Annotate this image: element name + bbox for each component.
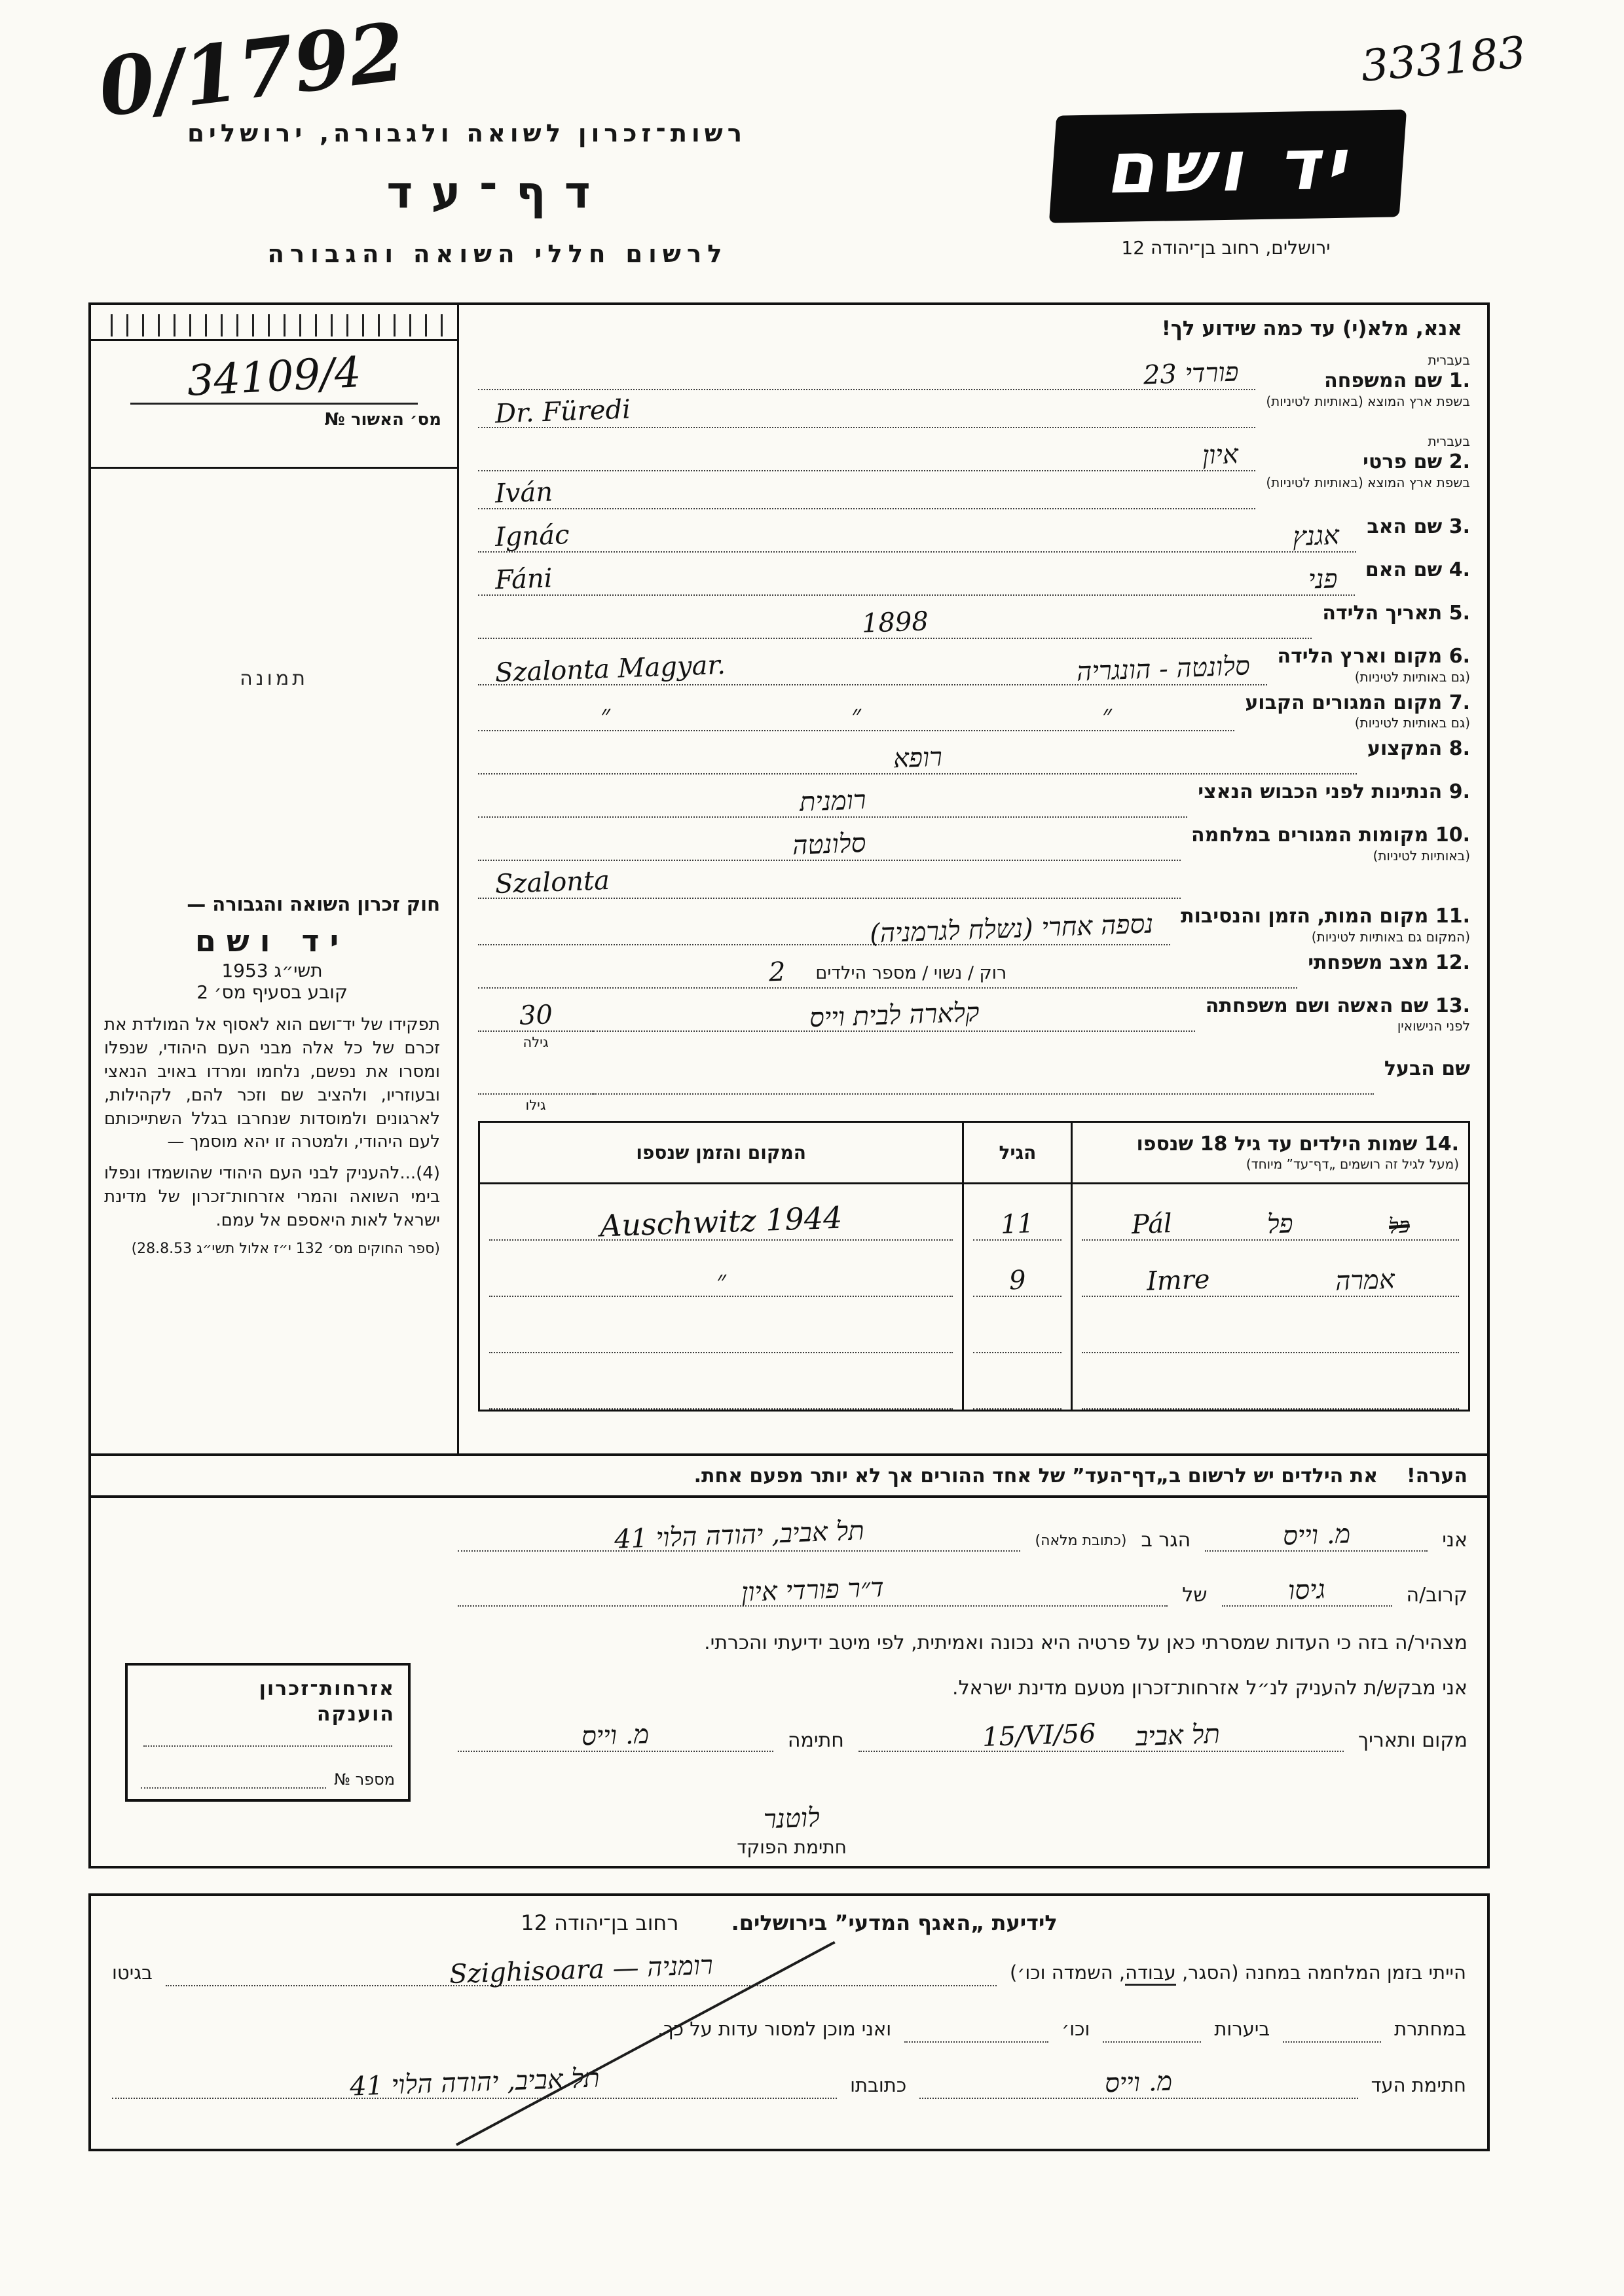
citizenship-number-label: מספר № (334, 1770, 395, 1789)
handwritten-birth-year: 1898 (861, 606, 929, 639)
children-row (480, 1241, 1468, 1297)
fill-line (489, 1307, 953, 1353)
handwritten-first-name-latin: Iván (494, 477, 553, 509)
fill-line (1082, 1251, 1459, 1297)
header-titles (187, 119, 747, 268)
field-family-name (478, 352, 1470, 428)
fill-line (478, 994, 593, 1032)
handwritten-date: 15/VI/56 (982, 1718, 1097, 1753)
field-number: 8. (1449, 737, 1470, 760)
handwritten-death-circumstances: נספה אחרי (נשלח לגרמניה) (869, 908, 1154, 949)
label-text: שמות הילדים עד גיל 18 שנספו (1136, 1132, 1418, 1156)
fill-line (458, 1516, 1020, 1555)
official-signature-label: חתימת הפוקד (737, 1836, 847, 1858)
husband-age-label: גילו (525, 1097, 546, 1113)
field-number: 10. (1435, 824, 1470, 847)
ditto-mark: ״ (600, 699, 611, 731)
resides-label: הגר ב (1141, 1529, 1191, 1552)
underground-label: במחתרת (1394, 2018, 1466, 2040)
forests-label: ביערות (1214, 2018, 1270, 2040)
witness-address-label: כתובתו (850, 2074, 907, 2096)
fill-line (143, 1732, 392, 1747)
handwritten-child-age: 11 (1000, 1208, 1035, 1240)
field-husband-name (478, 1057, 1470, 1114)
field-number: 9. (1449, 780, 1470, 803)
fields-column (461, 305, 1487, 1412)
field-profession (478, 737, 1470, 774)
field-number: 3. (1449, 515, 1470, 538)
label-text: מקום המות, הזמן והנסיבות (1181, 905, 1429, 928)
fill-line (478, 861, 1181, 899)
label-text: מקום וארץ הלידה (1277, 645, 1443, 668)
handwritten-relation: גיסו (1287, 1575, 1326, 1606)
relative-label: קרוב/ה (1406, 1584, 1467, 1607)
fill-line (478, 647, 1267, 688)
label-latin-note: בשפת ארץ המוצא (באותיות לטיניות) (1266, 474, 1470, 490)
fill-line (1222, 1575, 1392, 1607)
handwritten-first-name-hebrew: איון (1202, 439, 1240, 471)
law-name: יד ושם (194, 923, 350, 958)
fill-line (593, 994, 1195, 1032)
handwritten-family-name-hebrew: פורדי 23 (1142, 357, 1240, 391)
children-field-label-cell (1073, 1123, 1468, 1182)
field-number: 13. (1435, 994, 1470, 1017)
label-hebrew: בעברית (1428, 352, 1470, 368)
declarant-line (458, 1516, 1467, 1555)
signature-label: חתימה (787, 1729, 844, 1752)
label-text: המקצוע (1367, 737, 1443, 760)
handwritten-place: תל אביב (1134, 1719, 1221, 1753)
photo-label: תמונה (240, 666, 308, 690)
citizenship-request: אני מבקש/ת להעניק לנ״ל אזרחות־זכרון מטעם מדינת ישראל. (952, 1677, 1467, 1700)
fill-line (458, 1575, 1168, 1607)
form-title: דף־עד (386, 167, 609, 219)
main-form-box (88, 302, 1490, 1868)
field-number: 4. (1449, 558, 1470, 581)
official-signature-block (667, 1802, 916, 1858)
note-title: הערה! (1407, 1464, 1467, 1487)
field-number: 14. (1424, 1132, 1459, 1156)
field-number: 12. (1435, 951, 1470, 974)
fill-line (1103, 2011, 1201, 2043)
handwritten-mother-name-hebrew: פני (1308, 564, 1338, 595)
camp-label-underlined: עבודה (1125, 1961, 1176, 1986)
children-row-empty (480, 1353, 1468, 1410)
field-first-name-label (1255, 433, 1470, 509)
wife-age-label: גילה (523, 1034, 549, 1050)
field-marital-status (478, 951, 1470, 989)
yad-vashem-logo (1049, 109, 1407, 223)
label-text: שם האם (1365, 558, 1443, 581)
handwritten-father-name-hebrew: אגנץ (1292, 520, 1340, 553)
handwritten-wife-age: 30 (518, 999, 553, 1031)
declaration-section (91, 1501, 1487, 1866)
wife-age-block (478, 994, 593, 1051)
fill-line (919, 2068, 1357, 2099)
scientific-address: רחוב בן־יהודה 12 (521, 1910, 679, 1935)
fill-line (1082, 1364, 1459, 1410)
fill-line (112, 2063, 837, 2102)
field-birth-date (478, 601, 1470, 639)
label-text: שם המשפחה (1324, 369, 1443, 392)
children-row (480, 1184, 1468, 1244)
ditto-mark: ״ (851, 699, 862, 731)
fill-line (858, 1718, 1344, 1753)
children-table-header (480, 1123, 1468, 1184)
etc-label: וכו׳ (1061, 2018, 1090, 2040)
handwritten-wife-name: קלארה לבית וייס (808, 996, 980, 1034)
scientific-branch-section (88, 1893, 1490, 2151)
field-citizenship (478, 780, 1470, 818)
handwritten-child-name-latin: Imre (1146, 1264, 1211, 1297)
field-number: 1. (1449, 369, 1470, 392)
crossed-out-name: פל (1388, 1212, 1411, 1239)
camp-label-pre: הייתי בזמן המלחמה במחנה (הסגר, (1175, 1961, 1466, 1984)
law-title: חוק זכרון השואה והגבורה — (187, 893, 440, 915)
law-clause: קובע בסעיף מס׳ 2 (196, 981, 348, 1003)
fill-line (478, 693, 1234, 731)
ready-to-testify-text: ואני מוכן למסור עדות על כך. (657, 2018, 892, 2040)
handwritten-child-age: 9 (1008, 1265, 1027, 1296)
law-source: (ספר החוקים מס׳ 132 י״ז אלול תשי״ג 28.8.53) (131, 1240, 440, 1257)
label-text: מקום המגורים הקבוע (1245, 691, 1443, 714)
handwritten-profession: רופא (892, 742, 943, 774)
children-row-empty (480, 1297, 1468, 1353)
fill-line (973, 1251, 1061, 1297)
note-text: את הילדים יש לרשום ב„דף־העד” של אחד ההורים אך לא יותר מפעם אחת. (693, 1464, 1378, 1487)
handwritten-death-place: Auschwitz 1944 (599, 1199, 843, 1244)
handwritten-child-name-hebrew: אמרה (1334, 1264, 1395, 1297)
label-note: (מעל לגיל זה רושמים „דף־עד” מיוחד) (1246, 1156, 1459, 1173)
label-text: שם הבעל (1384, 1057, 1470, 1080)
fill-line (1082, 1307, 1459, 1353)
field-father-name (478, 515, 1470, 553)
fill-line (478, 823, 1181, 861)
field-number: 2. (1449, 450, 1470, 473)
handwritten-declarant-address: תל אביב, יהודה הלוי 41 (614, 1516, 865, 1555)
fill-line (478, 558, 1355, 596)
handwritten-official-signature: לוטנר (763, 1802, 821, 1835)
fill-line (166, 1950, 997, 1990)
field-wife-name (478, 994, 1470, 1051)
citizenship-box-title: אזרחות־זכרון (259, 1677, 395, 1700)
husband-age-block (478, 1057, 593, 1114)
fill-line (478, 601, 1312, 639)
left-column (91, 305, 459, 1453)
field-war-residences (478, 823, 1470, 899)
handwritten-war-residence-hebrew: סלונטה (792, 828, 867, 861)
fill-line (478, 951, 1297, 989)
handwritten-birth-place-latin: Szalonta Magyar. (494, 649, 726, 688)
fill-line (478, 471, 1255, 509)
fill-line (458, 1721, 773, 1752)
fill-line (478, 390, 1255, 428)
field-number: 6. (1449, 645, 1470, 668)
label-hebrew: בעברית (1428, 433, 1470, 449)
handwritten-ditto-mark: ״ (715, 1265, 727, 1296)
i-label: אני (1442, 1529, 1467, 1552)
underground-line (112, 2011, 1466, 2043)
label-latin-note: (המקום גם באותיות לטיניות) (1311, 928, 1470, 945)
form-subtitle: לרשום חללי השואה והגבורה (267, 240, 728, 268)
label-latin-note: (באותיות לטיניות) (1373, 847, 1470, 864)
ruler-ticks-icon (111, 314, 444, 337)
handwritten-declarant-name: מ. וייס (1282, 1519, 1351, 1552)
handwritten-citizenship: רומנית (799, 785, 867, 818)
fill-line (489, 1195, 953, 1244)
fill-line (973, 1195, 1061, 1241)
label-text: מצב משפחתי (1308, 951, 1429, 974)
relative-line (458, 1575, 1467, 1607)
authority-name: רשות־זכרון לשואה ולגבורה, ירושלים (187, 119, 747, 147)
column-header-place: המקום והזמן שנספו (480, 1123, 964, 1182)
law-body: תפקידו של יד־ושם הוא לאסוף אל המולדת את זכרם של כל אלה מבני העם היהודי, שנפלו ומסרו את נפשם, נלחמו ומרדו באויב הנאצי ובעוזריו, ולהציב שם וזכר להם, לקהילות, לארגונים ולמוסדות שנחרבו בגלל השתייכותם לעם היהודי, ולמטרה זו יהא מוסמך — (104, 1015, 440, 1152)
handwritten-file-number: 0/1792 (93, 3, 411, 136)
label-maiden-note: לפני הנישואין (1397, 1018, 1470, 1034)
field-family-name-label (1255, 352, 1470, 428)
declaration-statement: מצהיר/ה בזה כי העדות שמסרתי כאן על פרטיה היא נכונה ואמיתית, לפי מיטב ידיעתי והכרתי. (704, 1631, 1467, 1654)
scientific-title (112, 1910, 1466, 1935)
column-header-age: הגיל (964, 1123, 1073, 1182)
place-date-label: מקום ותאריך (1358, 1729, 1467, 1752)
note-row (91, 1453, 1487, 1498)
law-clause-4: (4)...להעניק לבני העם היהודי שהושמדו ונפלו בימי השואה והמרי אזרחות־זכרון של מדינת ישראל לאות היאספם אל עמם. (104, 1163, 440, 1230)
fill-line (593, 1057, 1374, 1095)
approval-number-value: 34109/4 (185, 348, 363, 406)
fill-line (489, 1364, 953, 1410)
full-address-note: (כתובת מלאה) (1035, 1533, 1127, 1549)
fill-line (478, 515, 1356, 553)
approval-number-label: מס׳ האשור № (324, 410, 441, 429)
photo-placeholder (91, 469, 457, 888)
handwritten-witness-address: תל אביב, יהודה הלוי 41 (349, 2063, 600, 2102)
label-text: תאריך הלידה (1322, 602, 1443, 625)
field-family-name-values (478, 352, 1255, 428)
field-death-place (478, 904, 1470, 949)
label-text: מקומות המגורים במלחמה (1191, 824, 1429, 847)
fill-line (478, 780, 1187, 818)
yad-vashem-logo-text: יד ושם (1104, 123, 1352, 210)
law-text-block (91, 888, 457, 1257)
of-label: של (1182, 1584, 1208, 1607)
fill-line (478, 1057, 593, 1095)
fill-line (1082, 1195, 1459, 1241)
label-text: שם פרטי (1363, 450, 1443, 473)
law-year: תשי״ג 1953 (221, 960, 323, 981)
handwritten-father-name-latin: Ignác (494, 520, 570, 553)
field-number: 5. (1449, 602, 1470, 625)
witness-signature-label: חתימת העד (1371, 2074, 1466, 2096)
field-number: 11. (1435, 905, 1470, 928)
ghetto-label: בגיטו (112, 1961, 153, 1984)
war-location-line (112, 1950, 1466, 1990)
marital-options: רוק / נשוי / מספר הילדים (815, 962, 1007, 983)
label-latin-note: (גם באותיות לטיניות) (1354, 715, 1470, 731)
fill-line (973, 1364, 1061, 1410)
fill-line (141, 1769, 326, 1789)
handwritten-war-residence-latin: Szalonta (494, 865, 610, 900)
office-address: ירושלים, רחוב בן־יהודה 12 (1121, 237, 1331, 259)
handwritten-child-name-latin: Pál (1131, 1208, 1173, 1240)
citizenship-box-title-2: הוענקה (316, 1703, 395, 1726)
field-permanent-residence (478, 691, 1470, 732)
handwritten-signature: מ. וייס (581, 1719, 650, 1752)
handwritten-child-name-hebrew: פל (1266, 1208, 1294, 1240)
label-text: שם האשה ושם משפחתה (1205, 994, 1429, 1017)
ditto-mark: ״ (1101, 699, 1113, 731)
fill-line (1283, 2011, 1381, 2043)
field-number: 7. (1449, 691, 1470, 714)
scientific-title-text: לידיעת „האגף המדעי” בירושלים. (731, 1910, 1058, 1935)
approval-number-box (91, 339, 457, 469)
fill-line (478, 433, 1255, 471)
citizenship-number-row (141, 1769, 395, 1789)
handwritten-birth-place-hebrew: סלונטה - הונגריה (1076, 650, 1251, 687)
field-first-name-values (478, 433, 1255, 509)
handwritten-children-count: 2 (768, 957, 786, 987)
handwritten-family-name-latin: Dr. Füredi (494, 394, 631, 429)
handwritten-victim-name: ד״ר פורדי איון (741, 1573, 885, 1608)
children-table (478, 1121, 1470, 1412)
fill-line (478, 737, 1357, 774)
field-birth-place (478, 644, 1470, 688)
witness-signature-line (112, 2063, 1466, 2102)
label-latin-note: בשפת ארץ המוצא (באותיות לטיניות) (1266, 393, 1470, 409)
fill-line (478, 907, 1170, 949)
handwritten-camp-location: רומניה — Szighisoara (449, 1950, 714, 1990)
camp-label (1010, 1961, 1466, 1986)
field-mother-name (478, 558, 1470, 596)
field-first-name (478, 433, 1470, 509)
camp-label-post: , השמדה וכו׳) (1010, 1961, 1126, 1984)
signature-line (458, 1718, 1467, 1753)
fill-line (489, 1251, 953, 1297)
citizenship-box (125, 1663, 411, 1802)
label-text: שם האב (1367, 515, 1443, 538)
handwritten-mother-name-latin: Fáni (494, 563, 553, 596)
fill-line (478, 352, 1255, 390)
label-text: הנתינות לפני הכבוש הנאצי (1198, 780, 1443, 803)
fill-instruction: אנא, מלא(י) עד כמה שידוע לך! (1161, 317, 1462, 340)
fill-line (1205, 1520, 1428, 1552)
handwritten-witness-signature: מ. וייס (1104, 2066, 1173, 2099)
fill-line (973, 1307, 1061, 1353)
fill-line (904, 2011, 1048, 2043)
label-latin-note: (גם באותיות לטיניות) (1354, 668, 1470, 685)
handwritten-registry-number: 333183 (1359, 27, 1528, 92)
